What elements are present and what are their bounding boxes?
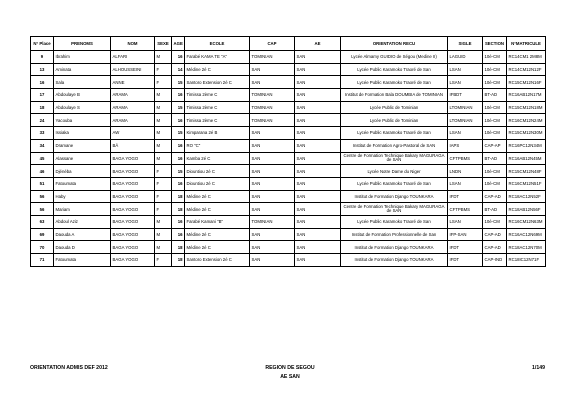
cell-prenoms: Abdoulaye B: [54, 89, 111, 102]
cell-nom: BAGA YOGO: [111, 203, 155, 216]
cell-section: CAP-AD: [483, 228, 507, 241]
cell-ae: SAN: [295, 89, 341, 102]
cell-age: 16: [172, 89, 185, 102]
cell-prenoms: Yacouba: [54, 114, 111, 127]
cell-section: 10é-CM: [483, 51, 507, 64]
cell-sigle: IFDT: [448, 254, 483, 267]
cell-section: 10é-CM: [483, 76, 507, 89]
cell-orientation: Centre de Formation Technique Bakary MAGURAGA de SAN: [341, 152, 448, 165]
cell-ecole: Santoro Extension 2é C: [185, 76, 250, 89]
cell-cap: SAN: [250, 190, 295, 203]
cell-nom: AW: [111, 127, 155, 140]
cell-matricule: RC18IC12N71F: [507, 254, 546, 267]
cell-cap: SAN: [250, 241, 295, 254]
table-row: [31, 190, 546, 203]
cell-nom: BAGA YOGO: [111, 152, 155, 165]
cell-prenoms: Fatoumata: [54, 254, 111, 267]
cell-age: 16: [172, 139, 185, 152]
cell-sexe: F: [155, 190, 172, 203]
cell-cap: SAN: [250, 139, 295, 152]
cell-ae: SAN: [295, 114, 341, 127]
cell-sigle: IFDT: [448, 190, 483, 203]
cell-prenoms: Daouda D: [54, 241, 111, 254]
cell-cap: SAN: [250, 76, 295, 89]
cell-place: 70: [31, 241, 54, 254]
cell-orientation: Institut de Formation Django TOUNKARA: [341, 241, 448, 254]
cell-orientation: Lycée Public Karamoko Traoré de San: [341, 215, 448, 228]
cell-ae: SAN: [295, 101, 341, 114]
cell-cap: TOMINIAN: [250, 89, 295, 102]
cell-sigle: LSAN: [448, 215, 483, 228]
cell-place: 51: [31, 177, 54, 190]
footer-region: [240, 364, 340, 382]
cell-sexe: M: [155, 89, 172, 102]
cell-cap: SAN: [250, 203, 295, 216]
cell-place: 18: [31, 101, 54, 114]
cell-matricule: RC16CM12N24M: [507, 114, 546, 127]
cell-prenoms: Abdoul Aziz: [54, 215, 111, 228]
page-number: 1/149: [532, 365, 545, 371]
cell-age: 18: [172, 190, 185, 203]
cell-place: 34: [31, 139, 54, 152]
cell-cap: SAN: [250, 228, 295, 241]
cell-age: 18: [172, 241, 185, 254]
cell-nom: ANNE: [111, 76, 155, 89]
table-row: [31, 254, 546, 267]
cell-ae: SAN: [295, 152, 341, 165]
cell-orientation: Lycée Public Karamoko Traoré de San: [341, 76, 448, 89]
header-age: AGE: [172, 37, 185, 51]
cell-age: 16: [172, 152, 185, 165]
cell-section: 10é-CM: [483, 215, 507, 228]
header-orientation: ORIENTATION RECU: [341, 37, 448, 51]
cell-ae: SAN: [295, 127, 341, 140]
cell-sigle: IFBDT: [448, 89, 483, 102]
cell-place: 63: [31, 215, 54, 228]
cell-sexe: F: [155, 254, 172, 267]
header-cap: CAP: [250, 37, 295, 51]
cell-sigle: LSAN: [448, 127, 483, 140]
cell-place: 24: [31, 114, 54, 127]
cell-nom: BAGA YOGO: [111, 190, 155, 203]
cell-age: 16: [172, 51, 185, 64]
cell-sexe: F: [155, 177, 172, 190]
cell-matricule: RC18AC12N70M: [507, 241, 546, 254]
cell-ae: SAN: [295, 177, 341, 190]
cell-ecole: Timissa 2ème C: [185, 101, 250, 114]
cell-sexe: M: [155, 101, 172, 114]
cell-ecole: RO "C": [185, 139, 250, 152]
cell-nom: ALHOUSSEINI: [111, 63, 155, 76]
cell-sigle: LSAN: [448, 177, 483, 190]
cell-nom: ARAMA: [111, 101, 155, 114]
cell-prenoms: Dramane: [54, 139, 111, 152]
cell-sexe: M: [155, 215, 172, 228]
cell-age: 15: [172, 101, 185, 114]
cell-ecole: Médine 2é C: [185, 228, 250, 241]
cell-matricule: RC14CM12N12F: [507, 63, 546, 76]
cell-nom: ALFARI: [111, 51, 155, 64]
cell-sexe: F: [155, 165, 172, 178]
cell-sexe: F: [155, 76, 172, 89]
cell-ae: SAN: [295, 215, 341, 228]
cell-matricule: RC14CM1 2M8M: [507, 51, 546, 64]
cell-sigle: IAPS: [448, 139, 483, 152]
cell-nom: BAGA YOGO: [111, 177, 155, 190]
cell-ecole: Farabé Kamani "B": [185, 215, 250, 228]
cell-orientation: Lycée Notre Dame du Niger: [341, 165, 448, 178]
cell-orientation: Lycée Public Karamoko Traoré de San: [341, 63, 448, 76]
cell-section: BT-AD: [483, 152, 507, 165]
cell-cap: TOMINIAN: [250, 51, 295, 64]
cell-section: 10é-CM: [483, 177, 507, 190]
cell-nom: BAGA YOGO: [111, 228, 155, 241]
cell-place: 46: [31, 165, 54, 178]
cell-orientation: Lycée Public de Tominian: [341, 114, 448, 127]
cell-sigle: LAGUID: [448, 51, 483, 64]
cell-cap: SAN: [250, 254, 295, 267]
footer-title: ORIENTATION ADMIS DEF 2012: [30, 365, 108, 371]
table-row: [31, 152, 546, 165]
cell-sigle: LNDN: [448, 165, 483, 178]
cell-sigle: LSAN: [448, 63, 483, 76]
cell-sigle: IFP-SAN: [448, 228, 483, 241]
cell-age: 16: [172, 228, 185, 241]
cell-cap: SAN: [250, 127, 295, 140]
cell-section: 10é-CM: [483, 63, 507, 76]
cell-age: 14: [172, 63, 185, 76]
cell-ecole: Kimparana 2é B: [185, 127, 250, 140]
cell-ae: SAN: [295, 63, 341, 76]
orientation-table: [30, 36, 546, 267]
cell-ae: SAN: [295, 139, 341, 152]
table-row: [31, 114, 546, 127]
cell-ecole: Médine 2é C: [185, 241, 250, 254]
cell-age: 18: [172, 203, 185, 216]
cell-section: CAP-IND: [483, 254, 507, 267]
cell-age: 15: [172, 76, 185, 89]
table-row: [31, 63, 546, 76]
cell-nom: BÂ: [111, 139, 155, 152]
cell-place: 56: [31, 203, 54, 216]
cell-place: 45: [31, 152, 54, 165]
cell-cap: SAN: [250, 152, 295, 165]
cell-ecole: Santoro Extension 2é C: [185, 254, 250, 267]
cell-age: 16: [172, 177, 185, 190]
cell-prenoms: Djénéba: [54, 165, 111, 178]
cell-ecole: Kamba 2é C: [185, 152, 250, 165]
cell-ecole: Farabé KAMA TE "A": [185, 51, 250, 64]
table-row: [31, 165, 546, 178]
cell-orientation: Lycée Public de Tominian: [341, 101, 448, 114]
cell-sexe: M: [155, 139, 172, 152]
cell-cap: TOMINIAN: [250, 215, 295, 228]
cell-matricule: RC16PC12N34M: [507, 139, 546, 152]
cell-matricule: RC16CM12N63M: [507, 215, 546, 228]
cell-nom: BAGA YOGO: [111, 254, 155, 267]
cell-place: 13: [31, 63, 54, 76]
header-nom: NOM: [111, 37, 155, 51]
cell-ae: SAN: [295, 203, 341, 216]
cell-sigle: IFDT: [448, 241, 483, 254]
cell-cap: SAN: [250, 165, 295, 178]
cell-place: 33: [31, 127, 54, 140]
footer-region-name: REGION DE SEGOU: [265, 365, 315, 371]
cell-sexe: M: [155, 114, 172, 127]
table-header-row: [31, 37, 546, 51]
cell-orientation: Institut de Formation Django TOUNKARA: [341, 190, 448, 203]
header-ae: AE: [295, 37, 341, 51]
cell-matricule: RC18AB12N56F: [507, 203, 546, 216]
table-row: [31, 228, 546, 241]
cell-ae: SAN: [295, 76, 341, 89]
header-matricule: N°MATRICULE: [507, 37, 546, 51]
cell-section: CAP-AP: [483, 139, 507, 152]
cell-sigle: LTOMINIAN: [448, 114, 483, 127]
cell-prenoms: Aminata: [54, 63, 111, 76]
cell-ecole: Diountiou 2é C: [185, 177, 250, 190]
orientation-list-sheet: [30, 36, 546, 267]
table-row: [31, 241, 546, 254]
cell-prenoms: Mariam: [54, 203, 111, 216]
cell-matricule: RC16AC12N69M: [507, 228, 546, 241]
header-prenoms: PRENOMS: [54, 37, 111, 51]
cell-place: 71: [31, 254, 54, 267]
cell-ae: SAN: [295, 51, 341, 64]
cell-section: 10é-CM: [483, 165, 507, 178]
cell-ecole: Médine 2é C: [185, 203, 250, 216]
cell-nom: ARAMA: [111, 114, 155, 127]
header-section: SECTION: [483, 37, 507, 51]
cell-section: 10é-CM: [483, 114, 507, 127]
cell-sexe: F: [155, 63, 172, 76]
cell-nom: BAGA YOGO: [111, 165, 155, 178]
cell-prenoms: Abdoulaye S: [54, 101, 111, 114]
cell-orientation: Institut de Formation Agro-Pastoral de SAN: [341, 139, 448, 152]
cell-age: 15: [172, 165, 185, 178]
header-sexe: SEXE: [155, 37, 172, 51]
cell-orientation: Lycée Public Karamoko Traoré de San: [341, 177, 448, 190]
cell-matricule: RC18AC12N52F: [507, 190, 546, 203]
table-body: [31, 51, 546, 267]
cell-prenoms: Alassane: [54, 152, 111, 165]
cell-prenoms: Daouda A: [54, 228, 111, 241]
cell-matricule: RC16AB12N45M: [507, 152, 546, 165]
header-place: N° Place: [31, 37, 54, 51]
cell-matricule: RC15CM12N48F: [507, 165, 546, 178]
table-row: [31, 76, 546, 89]
cell-age: 16: [172, 215, 185, 228]
cell-cap: TOMINIAN: [250, 101, 295, 114]
table-row: [31, 101, 546, 114]
header-sigle: SIGLE: [448, 37, 483, 51]
cell-sigle: LSAN: [448, 76, 483, 89]
cell-sigle: CFTPBMS: [448, 152, 483, 165]
cell-section: 10é-CM: [483, 101, 507, 114]
cell-section: 10é-CM: [483, 127, 507, 140]
cell-prenoms: Fatoumata: [54, 177, 111, 190]
cell-sexe: M: [155, 127, 172, 140]
cell-place: 56: [31, 190, 54, 203]
cell-ecole: Timissa 2ème C: [185, 89, 250, 102]
cell-ae: SAN: [295, 254, 341, 267]
cell-ecole: Médine 2é C: [185, 190, 250, 203]
cell-age: 15: [172, 127, 185, 140]
cell-place: 9: [31, 51, 54, 64]
cell-sexe: M: [155, 228, 172, 241]
table-row: [31, 203, 546, 216]
cell-orientation: Centre de Formation Technique Bakary MAGURAGA de SAN: [341, 203, 448, 216]
table-row: [31, 177, 546, 190]
cell-age: 18: [172, 254, 185, 267]
cell-cap: SAN: [250, 63, 295, 76]
cell-age: 16: [172, 114, 185, 127]
cell-ecole: Diountiou 2é C: [185, 165, 250, 178]
cell-sigle: CFTPBMS: [448, 203, 483, 216]
footer-ae-name: AE SAN: [280, 374, 300, 380]
cell-section: BT-AD: [483, 203, 507, 216]
cell-ecole: Timissa 2ème C: [185, 114, 250, 127]
header-ecole: ECOLE: [185, 37, 250, 51]
cell-cap: TOMINIAN: [250, 114, 295, 127]
cell-orientation: Institut de Formation Django TOUNKARA: [341, 254, 448, 267]
cell-prenoms: Haby: [54, 190, 111, 203]
cell-section: BT-AD: [483, 89, 507, 102]
cell-matricule: RC15CM12N16F: [507, 76, 546, 89]
cell-orientation: Lycée Public Karamoko Traoré de San: [341, 127, 448, 140]
cell-section: CAP-AD: [483, 241, 507, 254]
table-row: [31, 139, 546, 152]
cell-matricule: RC15CM12N30M: [507, 127, 546, 140]
cell-matricule: RC16CM12N51F: [507, 177, 546, 190]
cell-place: 17: [31, 89, 54, 102]
cell-prenoms: Sala: [54, 76, 111, 89]
cell-place: 16: [31, 76, 54, 89]
cell-matricule: RC16AB12N17M: [507, 89, 546, 102]
cell-ae: SAN: [295, 241, 341, 254]
cell-ae: SAN: [295, 165, 341, 178]
table-row: [31, 51, 546, 64]
cell-orientation: Institut de Formation Bala DOUMBIA de TOMINIAN: [341, 89, 448, 102]
cell-orientation: Lycée Almamy GUIDIO de Ségou (Medine II): [341, 51, 448, 64]
table-row: [31, 127, 546, 140]
cell-sexe: M: [155, 241, 172, 254]
cell-nom: BAGA YOGO: [111, 215, 155, 228]
cell-ae: SAN: [295, 190, 341, 203]
cell-matricule: RC15CM12N18M: [507, 101, 546, 114]
cell-prenoms: Issiaka: [54, 127, 111, 140]
cell-section: CAP-AD: [483, 190, 507, 203]
cell-cap: SAN: [250, 177, 295, 190]
cell-ecole: Médine 2é C: [185, 63, 250, 76]
cell-nom: BAGA YOGO: [111, 241, 155, 254]
cell-sexe: F: [155, 203, 172, 216]
cell-ae: SAN: [295, 228, 341, 241]
cell-sexe: M: [155, 51, 172, 64]
cell-orientation: Institut de Formation Professionnelle de San: [341, 228, 448, 241]
cell-sigle: LTOMINIAN: [448, 101, 483, 114]
cell-nom: ARAMA: [111, 89, 155, 102]
table-row: [31, 89, 546, 102]
cell-prenoms: Ibrahim: [54, 51, 111, 64]
cell-place: 69: [31, 228, 54, 241]
table-row: [31, 215, 546, 228]
cell-sexe: M: [155, 152, 172, 165]
